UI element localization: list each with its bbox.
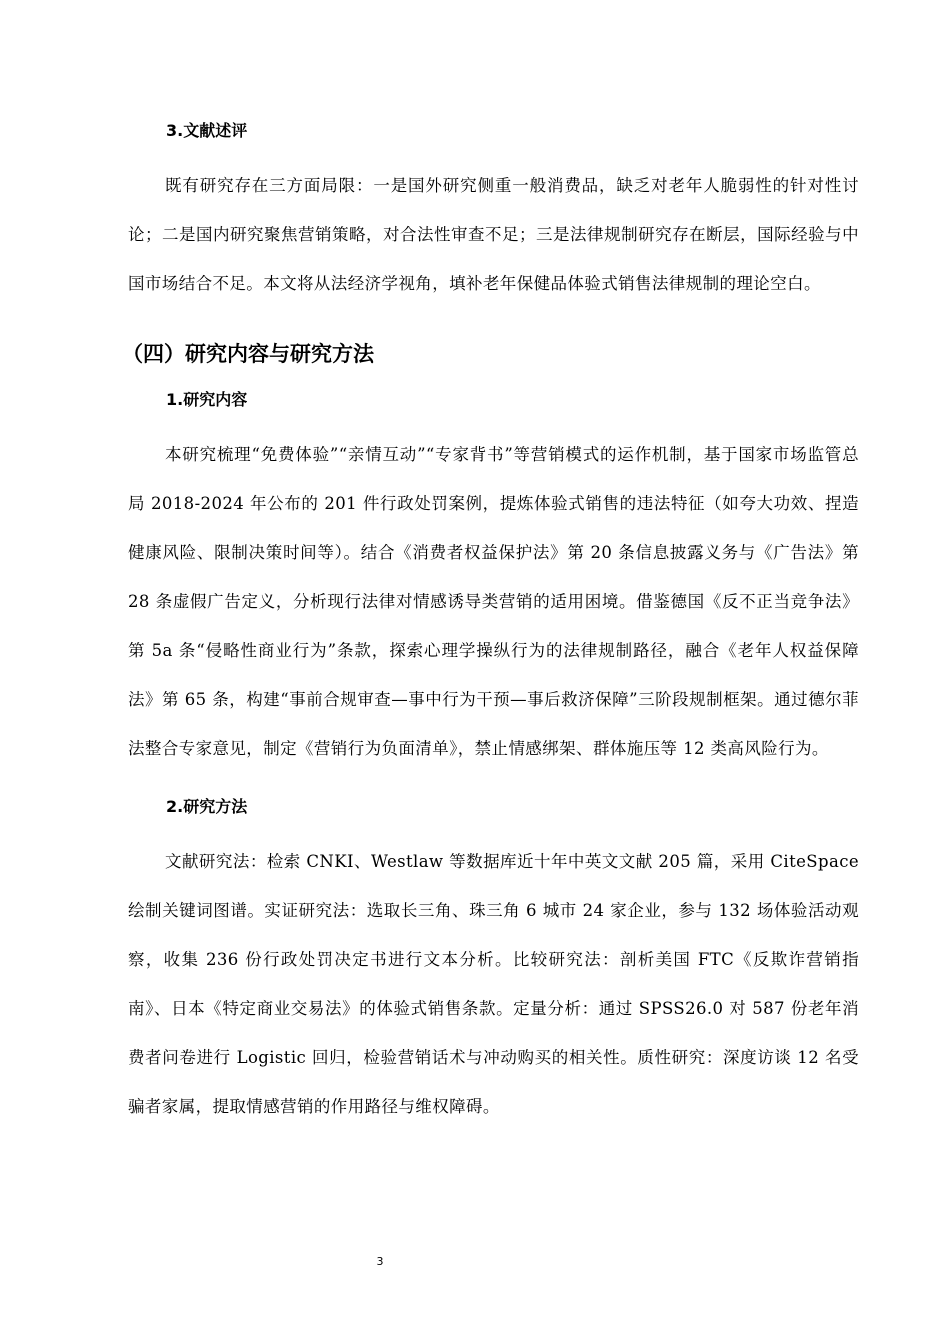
paragraph-research-content: 本研究梳理“免费体验”“亲情互动”“专家背书”等营销模式的运作机制，基于国家市场监管总局 2018-2024 年公布的 201 件行政处罚案例，提炼体验式销售的违法特征（如夸大功效、捏造健康风险、限制决策时间等）。结合《消费者权益保护法》第 20 条信息披露义务与《广告法》第 28 条虚假广告定义，分析现行法律对情感诱导类营销的适用困境。借鉴德国《反不正当竞争法》第 5a 条“侵略性商业行为”条款，探索心理学操纵行为的法律规制路径，融合《老年人权益保障法》第 65 条，构建“事前合规审查—事中行为干预—事后救济保障”三阶段规制框架。通过德尔菲法整合专家意见，制定《营销行为负面清单》，禁止情感绑架、群体施压等 12 类高风险行为。 <box>128 445 859 758</box>
heading-research-methods: 2.研究方法 <box>166 797 248 816</box>
heading-literature-review: 3.文献述评 <box>166 121 248 140</box>
page-number: 3 <box>376 1255 384 1268</box>
paragraph-research-methods: 文献研究法：检索 CNKI、Westlaw 等数据库近十年中英文文献 205 篇，采用 CiteSpace 绘制关键词图谱。实证研究法：选取长三角、珠三角 6 城市 24 家企业，参与 132 场体验活动观察，收集 236 份行政处罚决定书进行文本分析。比较研究法：剖析美国 FTC《反欺诈营销指南》、日本《特定商业交易法》的体验式销售条款。定量分析：通过 SPSS26.0 对 587 份老年消费者问卷进行 Logistic 回归，检验营销话术与冲动购买的相关性。质性研究：深度访谈 12 名受骗者家属，提取情感营销的作用路径与维权障碍。 <box>128 852 859 1116</box>
paragraph-literature-review: 既有研究存在三方面局限：一是国外研究侧重一般消费品，缺乏对老年人脆弱性的针对性讨论；二是国内研究聚焦营销策略，对合法性审查不足；三是法律规制研究存在断层，国际经验与中国市场结合不足。本文将从法经济学视角，填补老年保健品体验式销售法律规制的理论空白。 <box>128 176 859 293</box>
heading-part-four: （四）研究内容与研究方法 <box>122 342 374 366</box>
heading-research-content: 1.研究内容 <box>166 390 248 409</box>
page-body <box>122 117 859 1131</box>
